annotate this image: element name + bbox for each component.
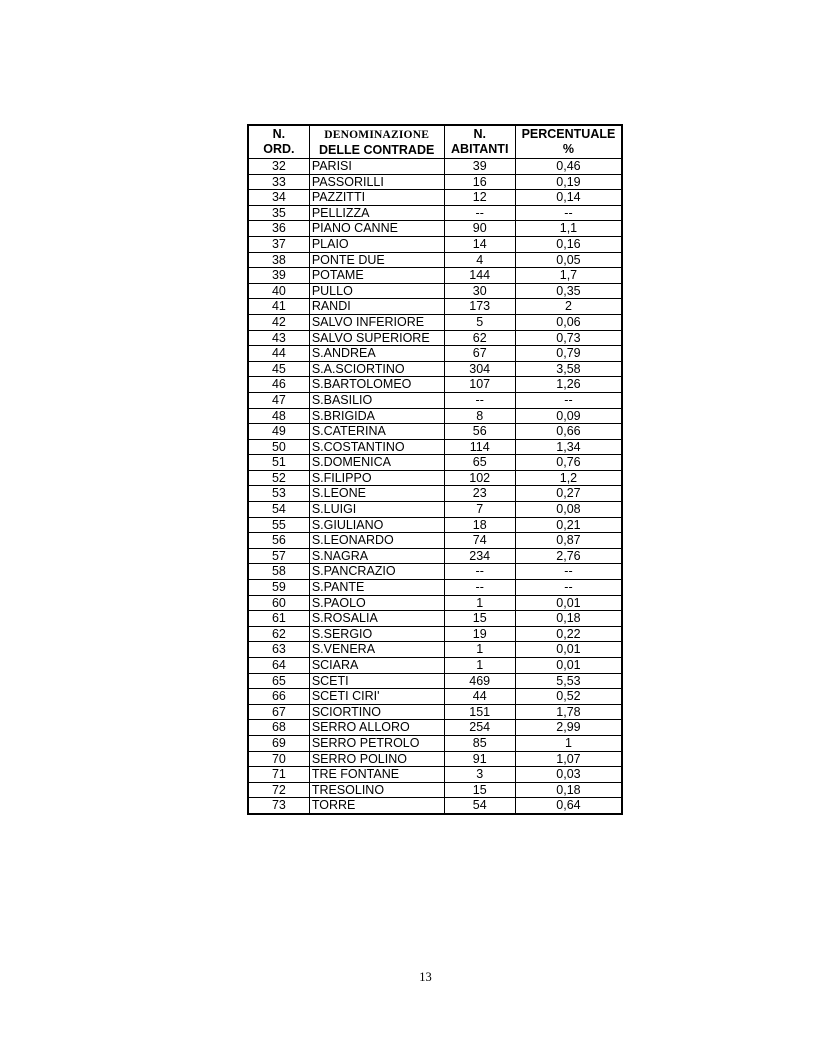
abitanti-cell: 91 — [444, 751, 515, 767]
row-number-cell: 37 — [248, 236, 309, 252]
row-number-cell: 59 — [248, 580, 309, 596]
table-row — [248, 361, 622, 377]
abitanti-cell: 39 — [444, 159, 515, 175]
table-row — [248, 408, 622, 424]
table-row — [248, 642, 622, 658]
row-number-cell: 49 — [248, 424, 309, 440]
header-percentuale-line2: % — [562, 142, 575, 156]
row-number-cell: 32 — [248, 159, 309, 175]
row-number-cell: 61 — [248, 611, 309, 627]
row-number-cell: 56 — [248, 533, 309, 549]
row-number-cell: 55 — [248, 517, 309, 533]
abitanti-cell: 90 — [444, 221, 515, 237]
contrada-name-cell: TORRE — [309, 798, 444, 814]
abitanti-cell: 5 — [444, 314, 515, 330]
header-name-line1: DENOMINAZIONE — [324, 128, 430, 141]
abitanti-cell: 3 — [444, 767, 515, 783]
contrada-name-cell: S.LEONE — [309, 486, 444, 502]
row-number-cell: 68 — [248, 720, 309, 736]
contrada-name-cell: TRE FONTANE — [309, 767, 444, 783]
table-row — [248, 751, 622, 767]
abitanti-cell: 254 — [444, 720, 515, 736]
abitanti-cell: 4 — [444, 252, 515, 268]
contrada-name-cell: S.BARTOLOMEO — [309, 377, 444, 393]
contrade-population-table — [247, 124, 623, 815]
table-row — [248, 392, 622, 408]
contrada-name-cell: SERRO ALLORO — [309, 720, 444, 736]
table-row — [248, 548, 622, 564]
percentuale-cell: 0,35 — [515, 283, 622, 299]
contrada-name-cell: SCIORTINO — [309, 704, 444, 720]
table-row — [248, 268, 622, 284]
abitanti-cell: 1 — [444, 642, 515, 658]
table-row — [248, 767, 622, 783]
header-percentuale — [515, 125, 622, 159]
row-number-cell: 34 — [248, 190, 309, 206]
contrada-name-cell: POTAME — [309, 268, 444, 284]
abitanti-cell: 304 — [444, 361, 515, 377]
percentuale-cell: 0,52 — [515, 689, 622, 705]
table-row — [248, 580, 622, 596]
table-row — [248, 782, 622, 798]
table-row — [248, 564, 622, 580]
table-row — [248, 704, 622, 720]
abitanti-cell: 62 — [444, 330, 515, 346]
abitanti-cell: 56 — [444, 424, 515, 440]
abitanti-cell: 14 — [444, 236, 515, 252]
contrada-name-cell: S.CATERINA — [309, 424, 444, 440]
abitanti-cell: -- — [444, 205, 515, 221]
table-row — [248, 517, 622, 533]
abitanti-cell: -- — [444, 564, 515, 580]
header-abitanti-line2: ABITANTI — [451, 142, 509, 156]
contrada-name-cell: SCIARA — [309, 658, 444, 674]
abitanti-cell: 74 — [444, 533, 515, 549]
row-number-cell: 36 — [248, 221, 309, 237]
contrada-name-cell: SERRO POLINO — [309, 751, 444, 767]
contrada-name-cell: PIANO CANNE — [309, 221, 444, 237]
row-number-cell: 64 — [248, 658, 309, 674]
contrada-name-cell: S.SERGIO — [309, 626, 444, 642]
contrada-name-cell: SCETI — [309, 673, 444, 689]
row-number-cell: 39 — [248, 268, 309, 284]
percentuale-cell: 1,07 — [515, 751, 622, 767]
abitanti-cell: 85 — [444, 735, 515, 751]
percentuale-cell: -- — [515, 392, 622, 408]
percentuale-cell: 0,46 — [515, 159, 622, 175]
row-number-cell: 46 — [248, 377, 309, 393]
row-number-cell: 63 — [248, 642, 309, 658]
table-row — [248, 424, 622, 440]
row-number-cell: 35 — [248, 205, 309, 221]
percentuale-cell: 3,58 — [515, 361, 622, 377]
contrada-name-cell: S.BASILIO — [309, 392, 444, 408]
row-number-cell: 45 — [248, 361, 309, 377]
row-number-cell: 51 — [248, 455, 309, 471]
table-row — [248, 673, 622, 689]
abitanti-cell: -- — [444, 580, 515, 596]
row-number-cell: 52 — [248, 470, 309, 486]
table-row — [248, 689, 622, 705]
abitanti-cell: 19 — [444, 626, 515, 642]
row-number-cell: 73 — [248, 798, 309, 814]
percentuale-cell: 0,19 — [515, 174, 622, 190]
contrada-name-cell: SCETI CIRI' — [309, 689, 444, 705]
contrada-name-cell: TRESOLINO — [309, 782, 444, 798]
row-number-cell: 58 — [248, 564, 309, 580]
abitanti-cell: 67 — [444, 346, 515, 362]
table-row — [248, 299, 622, 315]
row-number-cell: 47 — [248, 392, 309, 408]
abitanti-cell: 54 — [444, 798, 515, 814]
contrada-name-cell: S.COSTANTINO — [309, 439, 444, 455]
percentuale-cell: 0,79 — [515, 346, 622, 362]
percentuale-cell: 2 — [515, 299, 622, 315]
table-row — [248, 735, 622, 751]
header-row — [248, 125, 622, 159]
row-number-cell: 44 — [248, 346, 309, 362]
table-row — [248, 455, 622, 471]
percentuale-cell: 0,21 — [515, 517, 622, 533]
contrada-name-cell: SALVO INFERIORE — [309, 314, 444, 330]
row-number-cell: 42 — [248, 314, 309, 330]
percentuale-cell: 0,73 — [515, 330, 622, 346]
contrada-name-cell: S.LEONARDO — [309, 533, 444, 549]
row-number-cell: 69 — [248, 735, 309, 751]
percentuale-cell: 0,03 — [515, 767, 622, 783]
row-number-cell: 65 — [248, 673, 309, 689]
contrada-name-cell: PASSORILLI — [309, 174, 444, 190]
header-ord-line2: ORD. — [263, 142, 295, 156]
abitanti-cell: 16 — [444, 174, 515, 190]
table-row — [248, 346, 622, 362]
contrada-name-cell: SALVO SUPERIORE — [309, 330, 444, 346]
contrada-name-cell: S.GIULIANO — [309, 517, 444, 533]
row-number-cell: 38 — [248, 252, 309, 268]
header-abitanti — [444, 125, 515, 159]
contrada-name-cell: RANDI — [309, 299, 444, 315]
contrada-name-cell: PAZZITTI — [309, 190, 444, 206]
abitanti-cell: 30 — [444, 283, 515, 299]
header-name-line2: DELLE CONTRADE — [319, 142, 435, 157]
table-row — [248, 533, 622, 549]
table-row — [248, 626, 622, 642]
abitanti-cell: 1 — [444, 658, 515, 674]
table-row — [248, 486, 622, 502]
contrada-name-cell: S.A.SCIORTINO — [309, 361, 444, 377]
percentuale-cell: -- — [515, 564, 622, 580]
percentuale-cell: 1,2 — [515, 470, 622, 486]
percentuale-cell: 0,18 — [515, 611, 622, 627]
contrada-name-cell: PONTE DUE — [309, 252, 444, 268]
row-number-cell: 41 — [248, 299, 309, 315]
percentuale-cell: 5,53 — [515, 673, 622, 689]
abitanti-cell: 65 — [444, 455, 515, 471]
page-number: 13 — [419, 970, 432, 984]
percentuale-cell: 0,01 — [515, 595, 622, 611]
abitanti-cell: 8 — [444, 408, 515, 424]
percentuale-cell: -- — [515, 580, 622, 596]
table-row — [248, 439, 622, 455]
abitanti-cell: 7 — [444, 502, 515, 518]
percentuale-cell: 0,66 — [515, 424, 622, 440]
row-number-cell: 70 — [248, 751, 309, 767]
abitanti-cell: 469 — [444, 673, 515, 689]
percentuale-cell: 2,99 — [515, 720, 622, 736]
table-row — [248, 236, 622, 252]
percentuale-cell: 0,09 — [515, 408, 622, 424]
percentuale-cell: 0,14 — [515, 190, 622, 206]
row-number-cell: 40 — [248, 283, 309, 299]
row-number-cell: 72 — [248, 782, 309, 798]
percentuale-cell: 0,76 — [515, 455, 622, 471]
percentuale-cell: 0,64 — [515, 798, 622, 814]
contrada-name-cell: S.PANCRAZIO — [309, 564, 444, 580]
contrada-name-cell: SERRO PETROLO — [309, 735, 444, 751]
table-row — [248, 190, 622, 206]
row-number-cell: 43 — [248, 330, 309, 346]
row-number-cell: 71 — [248, 767, 309, 783]
abitanti-cell: 107 — [444, 377, 515, 393]
contrada-name-cell: S.ROSALIA — [309, 611, 444, 627]
percentuale-cell: -- — [515, 205, 622, 221]
contrada-name-cell: S.DOMENICA — [309, 455, 444, 471]
percentuale-cell: 1,1 — [515, 221, 622, 237]
table-row — [248, 252, 622, 268]
table-row — [248, 720, 622, 736]
abitanti-cell: 102 — [444, 470, 515, 486]
abitanti-cell: 12 — [444, 190, 515, 206]
contrada-name-cell: PULLO — [309, 283, 444, 299]
table-row — [248, 595, 622, 611]
table-row — [248, 470, 622, 486]
table-row — [248, 377, 622, 393]
table-row — [248, 330, 622, 346]
table-row — [248, 658, 622, 674]
row-number-cell: 67 — [248, 704, 309, 720]
contrada-name-cell: S.VENERA — [309, 642, 444, 658]
contrada-name-cell: S.PANTE — [309, 580, 444, 596]
abitanti-cell: 23 — [444, 486, 515, 502]
percentuale-cell: 1,26 — [515, 377, 622, 393]
table-row — [248, 159, 622, 175]
percentuale-cell: 0,87 — [515, 533, 622, 549]
contrada-name-cell: PELLIZZA — [309, 205, 444, 221]
header-percentuale-line1: PERCENTUALE — [521, 127, 616, 141]
contrada-name-cell: S.FILIPPO — [309, 470, 444, 486]
row-number-cell: 50 — [248, 439, 309, 455]
abitanti-cell: -- — [444, 392, 515, 408]
abitanti-cell: 173 — [444, 299, 515, 315]
percentuale-cell: 1,34 — [515, 439, 622, 455]
table-row — [248, 174, 622, 190]
percentuale-cell: 0,27 — [515, 486, 622, 502]
table-row — [248, 798, 622, 814]
contrada-name-cell: S.ANDREA — [309, 346, 444, 362]
percentuale-cell: 0,01 — [515, 642, 622, 658]
abitanti-cell: 15 — [444, 782, 515, 798]
percentuale-cell: 2,76 — [515, 548, 622, 564]
row-number-cell: 60 — [248, 595, 309, 611]
percentuale-cell: 0,22 — [515, 626, 622, 642]
percentuale-cell: 1,7 — [515, 268, 622, 284]
contrada-name-cell: S.LUIGI — [309, 502, 444, 518]
percentuale-cell: 0,08 — [515, 502, 622, 518]
contrada-name-cell: S.BRIGIDA — [309, 408, 444, 424]
contrada-name-cell: PARISI — [309, 159, 444, 175]
table-row — [248, 283, 622, 299]
row-number-cell: 53 — [248, 486, 309, 502]
header-abitanti-line1: N. — [473, 127, 486, 141]
header-ord-line1: N. — [272, 127, 286, 141]
abitanti-cell: 18 — [444, 517, 515, 533]
header-ord — [248, 125, 309, 159]
percentuale-cell: 1,78 — [515, 704, 622, 720]
contrada-name-cell: S.PAOLO — [309, 595, 444, 611]
percentuale-cell: 0,18 — [515, 782, 622, 798]
table-body — [248, 159, 622, 814]
abitanti-cell: 144 — [444, 268, 515, 284]
percentuale-cell: 0,01 — [515, 658, 622, 674]
contrada-name-cell: S.NAGRA — [309, 548, 444, 564]
row-number-cell: 57 — [248, 548, 309, 564]
table-row — [248, 502, 622, 518]
row-number-cell: 54 — [248, 502, 309, 518]
header-name — [309, 125, 444, 159]
table-row — [248, 205, 622, 221]
table-header — [248, 125, 622, 159]
contrada-name-cell: PLAIO — [309, 236, 444, 252]
table-row — [248, 221, 622, 237]
row-number-cell: 66 — [248, 689, 309, 705]
abitanti-cell: 15 — [444, 611, 515, 627]
row-number-cell: 62 — [248, 626, 309, 642]
table-row — [248, 314, 622, 330]
row-number-cell: 33 — [248, 174, 309, 190]
percentuale-cell: 0,16 — [515, 236, 622, 252]
abitanti-cell: 44 — [444, 689, 515, 705]
percentuale-cell: 1 — [515, 735, 622, 751]
percentuale-cell: 0,05 — [515, 252, 622, 268]
abitanti-cell: 151 — [444, 704, 515, 720]
abitanti-cell: 234 — [444, 548, 515, 564]
row-number-cell: 48 — [248, 408, 309, 424]
abitanti-cell: 1 — [444, 595, 515, 611]
abitanti-cell: 114 — [444, 439, 515, 455]
table-row — [248, 611, 622, 627]
percentuale-cell: 0,06 — [515, 314, 622, 330]
